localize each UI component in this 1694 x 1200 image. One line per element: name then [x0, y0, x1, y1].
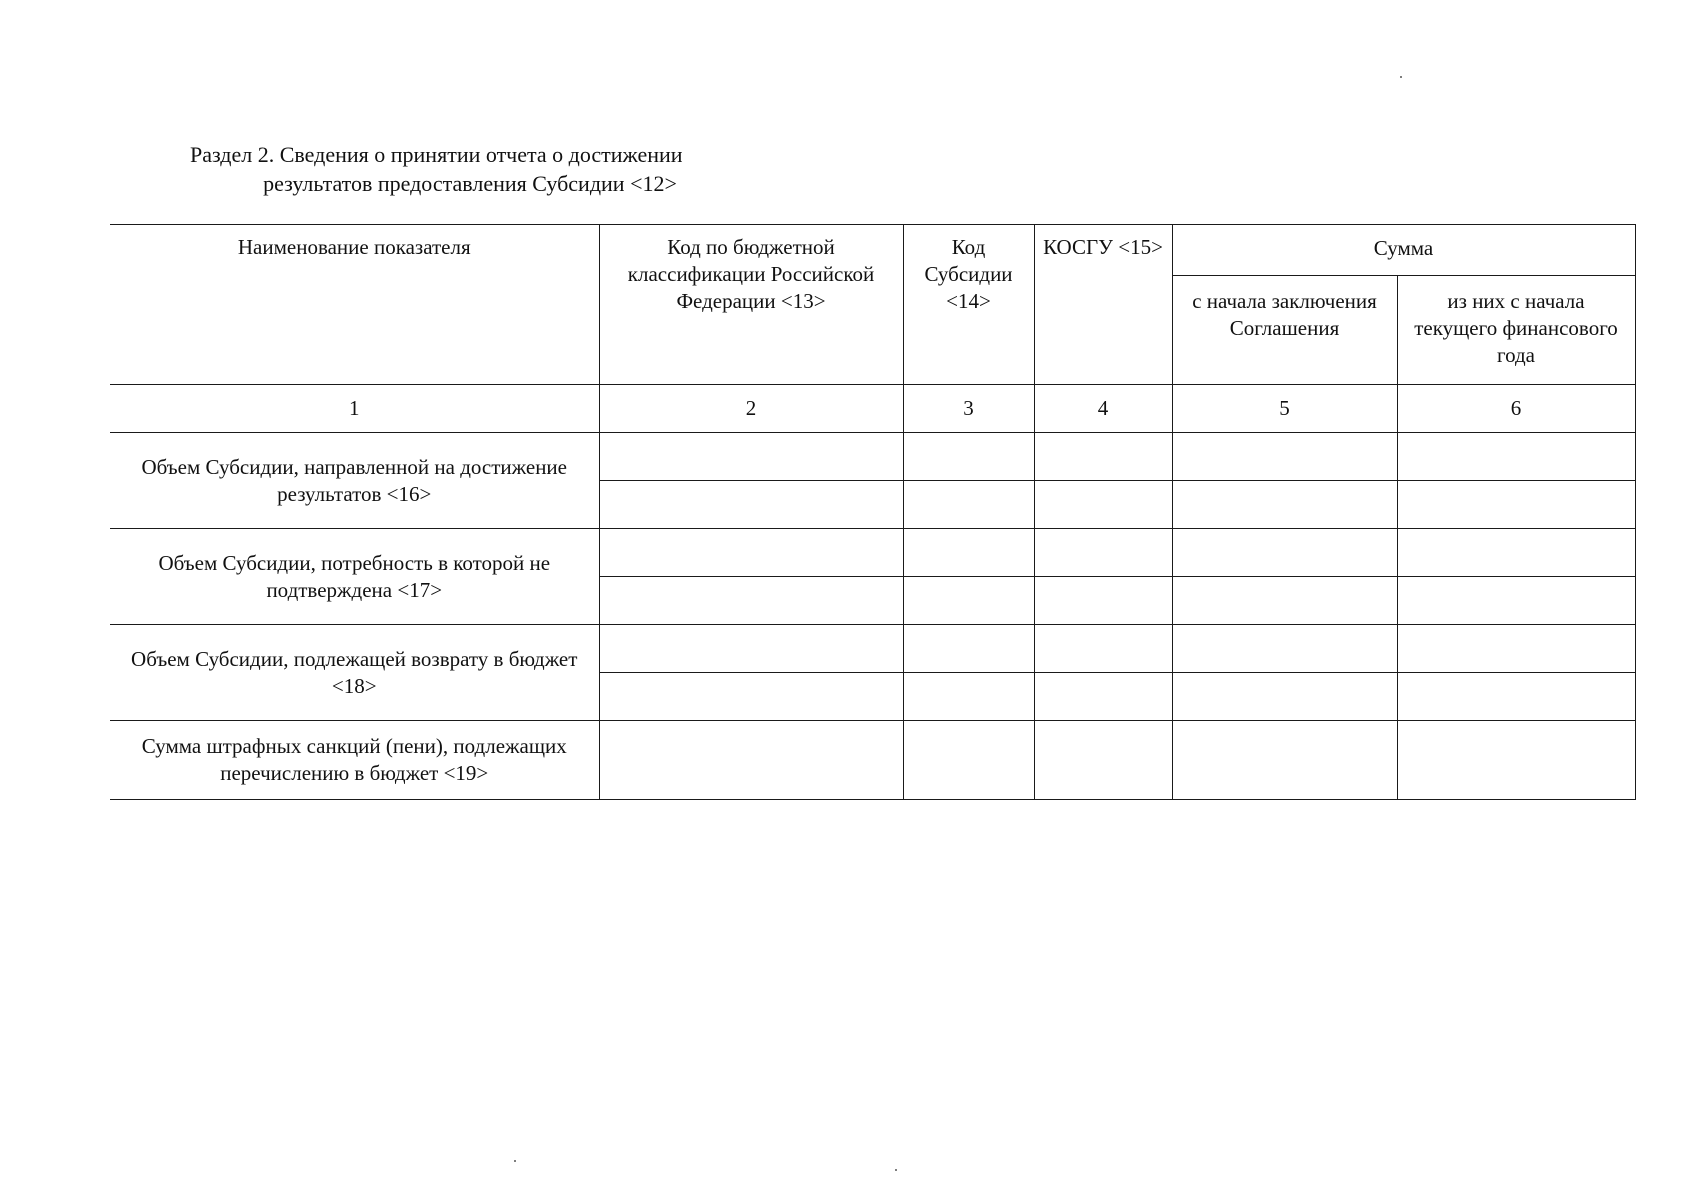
column-number: 4	[1034, 385, 1172, 433]
section-title-line-1: Раздел 2. Сведения о принятии отчета о достижении	[190, 142, 683, 167]
table-cell	[1397, 625, 1635, 673]
row-label-penalties: Сумма штрафных санкций (пени), подлежащих перечислению в бюджет <19>	[110, 721, 599, 800]
table-cell	[903, 721, 1034, 800]
table-cell	[1172, 673, 1397, 721]
table-cell	[1397, 529, 1635, 577]
table-cell	[1034, 625, 1172, 673]
table-cell	[1034, 721, 1172, 800]
header-subsidy-code: Код Субсидии <14>	[903, 225, 1034, 385]
header-row-1	[110, 225, 1635, 276]
column-number: 2	[599, 385, 903, 433]
scan-speck	[895, 1169, 897, 1171]
column-number: 3	[903, 385, 1034, 433]
table-cell	[903, 577, 1034, 625]
column-number: 1	[110, 385, 599, 433]
column-number: 6	[1397, 385, 1635, 433]
table-cell	[599, 625, 903, 673]
table-cell	[599, 529, 903, 577]
table-cell	[599, 481, 903, 529]
table-cell	[1034, 577, 1172, 625]
table-cell	[1172, 433, 1397, 481]
column-numbers-row	[110, 385, 1635, 433]
table-cell	[903, 481, 1034, 529]
table-cell	[903, 673, 1034, 721]
header-bk-code: Код по бюджетной классификации Российской Федерации <13>	[599, 225, 903, 385]
table-cell	[1172, 529, 1397, 577]
table-cell	[1397, 577, 1635, 625]
table-cell	[599, 577, 903, 625]
section-title-line-2: результатов предоставления Субсидии <12>	[263, 171, 677, 196]
header-sum: Сумма	[1172, 225, 1635, 276]
table-row	[110, 529, 1635, 577]
table-cell	[1397, 433, 1635, 481]
table-cell	[903, 433, 1034, 481]
table-cell	[1034, 673, 1172, 721]
scan-speck	[514, 1160, 516, 1162]
row-label-subsidy-for-results: Объем Субсидии, направленной на достижение результатов <16>	[110, 433, 599, 529]
table-cell	[1397, 721, 1635, 800]
row-label-unconfirmed-need: Объем Субсидии, потребность в которой не подтверждена <17>	[110, 529, 599, 625]
header-since-year: из них с начала текущего финансового года	[1397, 276, 1635, 385]
table-cell	[599, 433, 903, 481]
table-cell	[903, 529, 1034, 577]
table-row	[110, 625, 1635, 673]
table-cell	[599, 721, 903, 800]
table-row	[110, 433, 1635, 481]
scan-speck	[1400, 76, 1402, 78]
table-cell	[1034, 529, 1172, 577]
header-kosgu: КОСГУ <15>	[1034, 225, 1172, 385]
table-cell	[1172, 577, 1397, 625]
table-cell	[1034, 481, 1172, 529]
table-cell	[903, 625, 1034, 673]
table-cell	[1172, 625, 1397, 673]
table-cell	[599, 673, 903, 721]
table-cell	[1034, 433, 1172, 481]
table-cell	[1172, 481, 1397, 529]
header-since-agreement: с начала заключения Соглашения	[1172, 276, 1397, 385]
table-row	[110, 721, 1635, 800]
column-number: 5	[1172, 385, 1397, 433]
report-acceptance-table	[110, 224, 1636, 800]
section-title	[190, 140, 750, 198]
table-cell	[1172, 721, 1397, 800]
header-indicator: Наименование показателя	[110, 225, 599, 385]
table-cell	[1397, 673, 1635, 721]
row-label-return-to-budget: Объем Субсидии, подлежащей возврату в бюджет <18>	[110, 625, 599, 721]
table-cell	[1397, 481, 1635, 529]
